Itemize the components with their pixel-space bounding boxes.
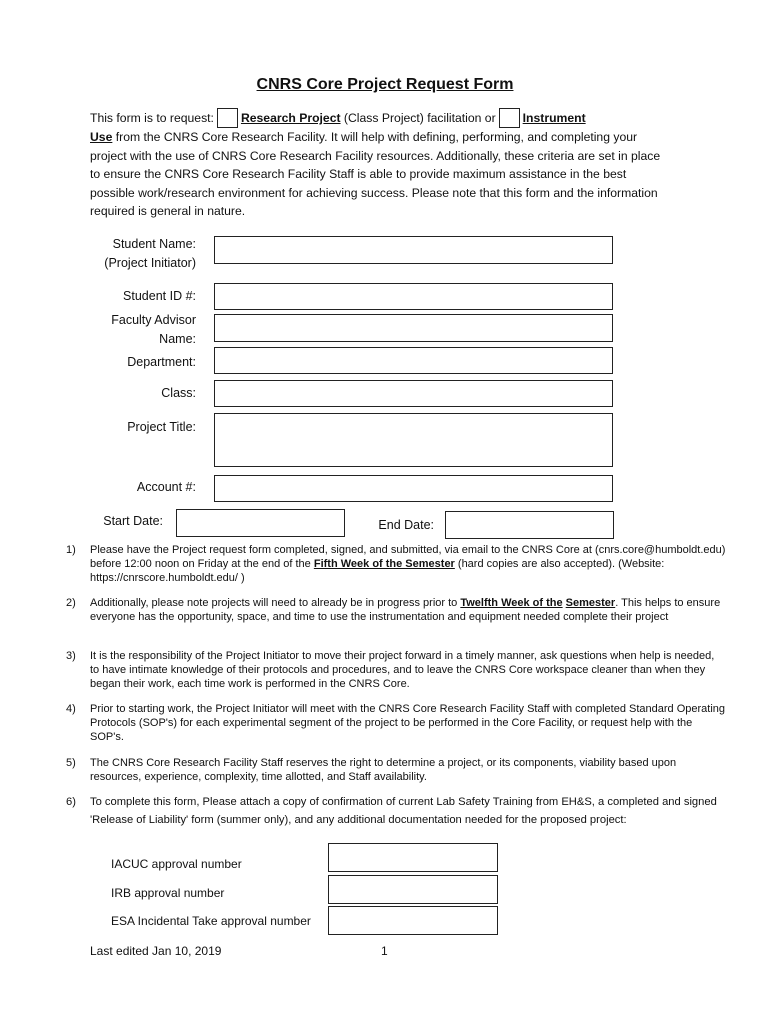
list-item-4: 4) Prior to starting work, the Project Initiator will meet with the CNRS Core Research Facility Staff with completed Standard Operating Protocols (SOP's) for each experimental segment of the project to be performed in the Core Facility, or request help with the SOP's. xyxy=(66,703,726,744)
end-date-input[interactable] xyxy=(445,511,614,539)
esa-input[interactable] xyxy=(328,906,498,935)
intro-paragraph xyxy=(90,108,670,221)
account-label: Account #: xyxy=(136,480,196,494)
intro-rest: from the CNRS Core Research Facility. It will help with defining, performing, and completing your project with the use of CNRS Core Research Facility resources. Additionally, these criteria are set in place to ensure the CNRS Core Research Facility Staff is able to provide maximum assistance in the best possible work/research environment for achieving success. Please note that this form and the information required is general in nature. xyxy=(90,130,661,219)
list-item-6: 6) To complete this form, Please attach a copy of confirmation of current Lab Safety Training from EH&S, a completed and signed 'Release of Liability' form (summer only), and any additional documentation needed for the proposed project: xyxy=(66,796,717,826)
account-input[interactable] xyxy=(214,475,613,502)
irb-input[interactable] xyxy=(328,875,498,904)
last-edited: Last edited Jan 10, 2019 xyxy=(90,944,222,958)
department-label: Department: xyxy=(127,355,196,369)
esa-label: ESA Incidental Take approval number xyxy=(111,914,311,928)
student-id-input[interactable] xyxy=(214,283,613,310)
class-input[interactable] xyxy=(214,380,613,407)
class-label: Class: xyxy=(161,386,196,400)
project-title-input[interactable] xyxy=(214,413,613,467)
page-number: 1 xyxy=(381,944,388,958)
research-project-rest: (Class Project) facilitation or xyxy=(340,111,496,125)
project-title-label: Project Title: xyxy=(127,420,196,434)
iacuc-input[interactable] xyxy=(328,843,498,872)
list-item-1: 1) Please have the Project request form completed, signed, and submitted, via email to the CNRS Core at (cnrs.core@humboldt.edu) before 12:00 noon on Friday at the end of the Fifth Week of the Semester (hard copies are also accepted). (Website: https://cnrscore.humboldt.edu/ ) xyxy=(66,544,726,585)
irb-label: IRB approval number xyxy=(111,886,225,900)
faculty-advisor-label: Faculty Advisor Name: xyxy=(111,313,196,346)
student-name-label: Student Name: (Project Initiator) xyxy=(104,237,196,270)
list-item-3: 3) It is the responsibility of the Project Initiator to move their project forward in a timely manner, ask questions when help is needed, to have intimate knowledge of their protocols and procedures, and to leave the CNRS Core workspace cleaner than when they began their work, each time work is performed in the CNRS Core. xyxy=(66,650,715,691)
student-name-input[interactable] xyxy=(214,236,613,264)
list-item-5: 5) The CNRS Core Research Facility Staff reserves the right to determine a project, or its components, viability based upon resources, experience, complexity, time allotted, and Staff availability. xyxy=(66,757,677,784)
iacuc-label: IACUC approval number xyxy=(111,857,242,871)
faculty-advisor-input[interactable] xyxy=(214,314,613,342)
use-label: Use xyxy=(90,130,113,144)
student-id-label: Student ID #: xyxy=(123,289,196,303)
intro-lead: This form is to request: xyxy=(90,111,214,125)
instrument-label: Instrument xyxy=(522,111,586,125)
instrument-use-checkbox[interactable] xyxy=(499,108,520,128)
start-date-label: Start Date: xyxy=(103,514,163,528)
research-project-checkbox[interactable] xyxy=(217,108,238,128)
research-project-label: Research Project xyxy=(240,111,341,125)
form-title: CNRS Core Project Request Form xyxy=(256,76,514,93)
department-input[interactable] xyxy=(214,347,613,374)
start-date-input[interactable] xyxy=(176,509,345,537)
list-item-2: 2) Additionally, please note projects will need to already be in progress prior to Twelfth Week of the Semester. This helps to ensure everyone has the opportunity, space, and time to use the instrumentation and equipment needed complete their project xyxy=(66,597,721,624)
end-date-label: End Date: xyxy=(378,518,434,532)
